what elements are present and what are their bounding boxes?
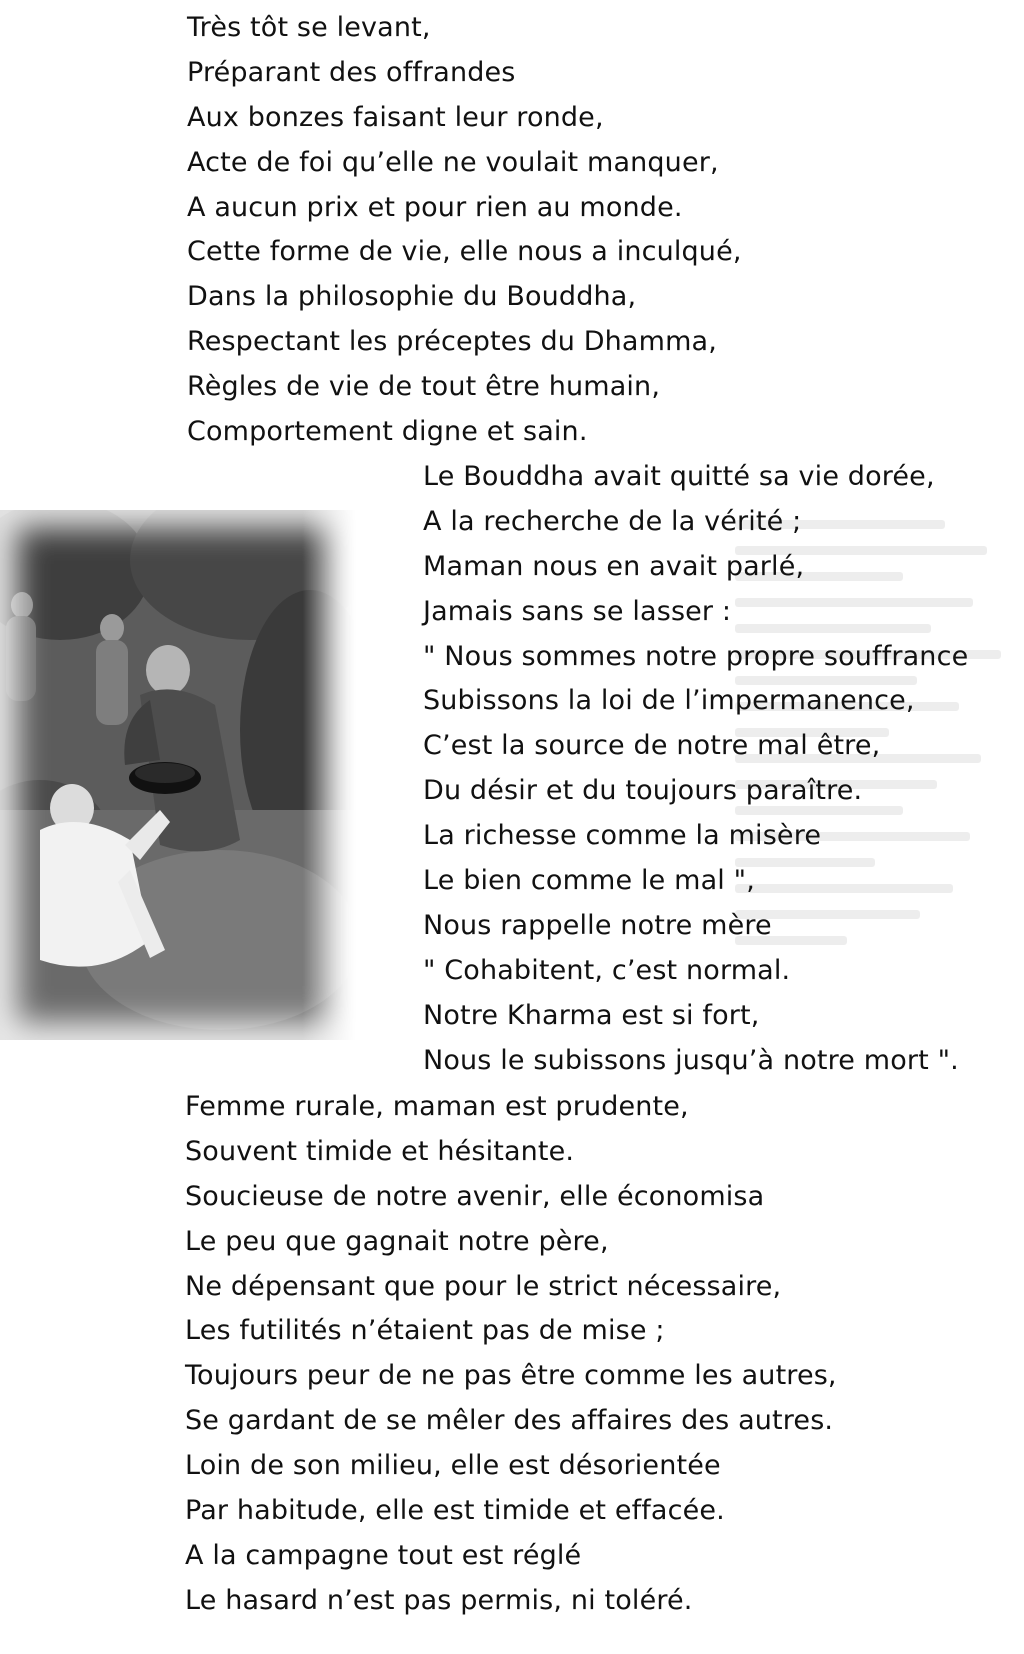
monks-alms-photo	[0, 510, 356, 1040]
poem-line: Maman nous en avait parlé,	[423, 550, 805, 582]
poem-line: Par habitude, elle est timide et effacée.	[185, 1495, 725, 1527]
poem-line: " Nous sommes notre propre souffrance	[423, 640, 969, 672]
poem-line: Nous rappelle notre mère	[423, 909, 772, 941]
poem-line: Loin de son milieu, elle est désorientée	[185, 1450, 721, 1482]
poem-stanza-1	[187, 6, 742, 455]
poem-line: Le peu que gagnait notre père,	[185, 1225, 609, 1257]
poem-line: Le bien comme le mal ",	[423, 865, 755, 897]
poem-line: Cette forme de vie, elle nous a inculqué,	[187, 236, 742, 268]
poem-line: Femme rurale, maman est prudente,	[185, 1091, 689, 1122]
poem-line: Ne dépensant que pour le strict nécessaire,	[185, 1270, 782, 1302]
poem-stanza-3	[185, 1085, 837, 1624]
poem-line: Dans la philosophie du Bouddha,	[187, 281, 637, 313]
poem-line: Nous le subissons jusqu’à notre mort ".	[423, 1044, 959, 1076]
poem-line: Les futilités n’étaient pas de mise ;	[185, 1315, 665, 1347]
poem-line: Respectant les préceptes du Dhamma,	[187, 326, 717, 358]
poem-line: Se gardant de se mêler des affaires des autres.	[185, 1405, 834, 1437]
poem-line: Le Bouddha avait quitté sa vie dorée,	[423, 461, 935, 492]
poem-line: A la campagne tout est réglé	[185, 1539, 582, 1571]
poem-line: La richesse comme la misère	[423, 820, 822, 852]
poem-line: Comportement digne et sain.	[187, 416, 588, 448]
poem-line: Souvent timide et hésitante.	[185, 1135, 575, 1167]
poem-line: A la recherche de la vérité ;	[423, 505, 802, 537]
poem-line: " Cohabitent, c’est normal.	[423, 954, 791, 986]
poem-line: Acte de foi qu’elle ne voulait manquer,	[187, 146, 719, 178]
poem-line: Le hasard n’est pas permis, ni toléré.	[185, 1584, 693, 1616]
poem-line: Aux bonzes faisant leur ronde,	[187, 101, 604, 133]
poem-line: Du désir et du toujours paraître.	[423, 775, 863, 807]
poem-line: C’est la source de notre mal être,	[423, 730, 881, 762]
poem-line: Soucieuse de notre avenir, elle économisa	[185, 1180, 765, 1212]
poem-line: Règles de vie de tout être humain,	[187, 371, 661, 403]
poem-stanza-2	[423, 455, 968, 1083]
poem-line: Préparant des offrandes	[187, 56, 516, 88]
poem-line: A aucun prix et pour rien au monde.	[187, 191, 683, 223]
photo-illustration-icon	[0, 510, 356, 1040]
poem-line: Notre Kharma est si fort,	[423, 999, 760, 1031]
poem-line: Jamais sans se lasser :	[423, 595, 732, 627]
poem-line: Toujours peur de ne pas être comme les autres,	[185, 1360, 837, 1392]
poem-line: Subissons la loi de l’impermanence,	[423, 685, 915, 717]
poem-line: Très tôt se levant,	[187, 12, 431, 43]
